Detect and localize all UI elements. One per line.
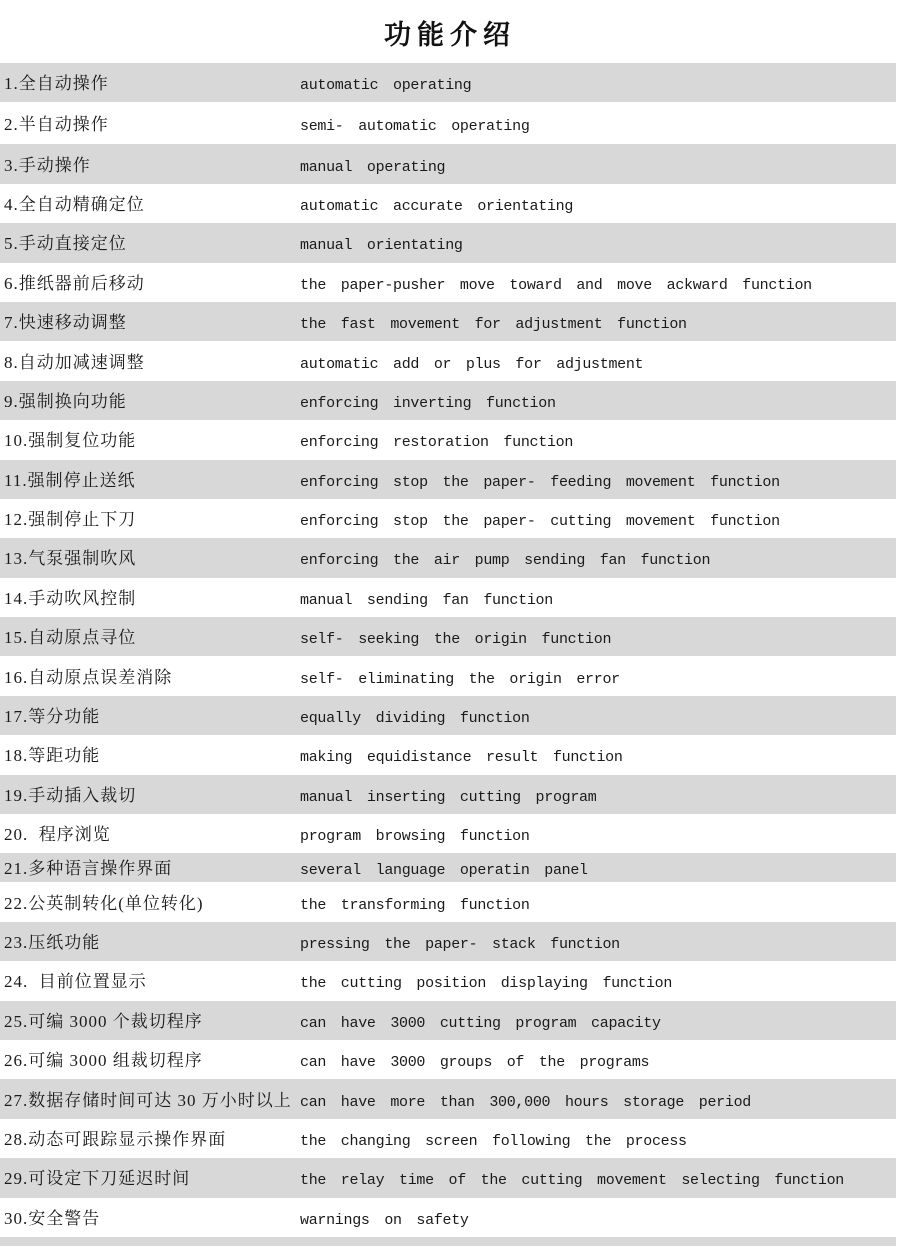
row-label-zh: 19.手动插入裁切 [4, 785, 137, 805]
row-label-en: several language operatin panel [300, 862, 588, 880]
row-label-zh: 15.自动原点寻位 [4, 628, 137, 648]
row-label-zh: 13.气泵强制吹风 [4, 549, 137, 569]
row-label-zh: 27.数据存储时间可达 30 万小时以上 [4, 1090, 292, 1110]
row-label-en: self- eliminating the origin error [300, 670, 620, 688]
row-label-zh: 2.半自动操作 [4, 114, 109, 134]
table-row [0, 775, 896, 814]
table-row [0, 102, 896, 144]
row-label-en: self- seeking the origin function [300, 631, 612, 649]
row-label-zh: 22.公英制转化(单位转化) [4, 893, 204, 913]
row-label-zh: 8.自动加减速调整 [4, 352, 145, 372]
row-label-zh: 28.动态可跟踪显示操作界面 [4, 1129, 227, 1149]
table-row [0, 853, 896, 882]
row-label-en: can have 3000 groups of the programs [300, 1054, 650, 1072]
row-label-zh: 20. 程序浏览 [4, 825, 111, 845]
row-label-zh: 14.手动吹风控制 [4, 588, 137, 608]
row-label-en: program browsing function [300, 828, 530, 846]
row-label-en: warnings on safety [300, 1211, 469, 1229]
row-label-zh: 29.可设定下刀延迟时间 [4, 1169, 191, 1189]
row-label-en: the cutting position displaying function [300, 975, 673, 993]
table-row [0, 420, 896, 459]
table-row [0, 1198, 896, 1237]
row-label-zh: 5.手动直接定位 [4, 234, 127, 254]
row-label-zh: 9.强制换向功能 [4, 391, 127, 411]
table-row [0, 1158, 896, 1197]
table-row [0, 1119, 896, 1158]
table-row [0, 1001, 896, 1040]
table-row [0, 735, 896, 774]
row-label-zh: 1.全自动操作 [4, 74, 109, 94]
row-label-en: automatic add or plus for adjustment [300, 355, 644, 373]
row-label-en: enforcing the air pump sending fan function [300, 552, 711, 570]
row-label-en: the relay time of the cutting movement selecting function [300, 1172, 844, 1190]
row-label-en: semi- automatic operating [300, 117, 530, 135]
row-label-zh: 7.快速移动调整 [4, 313, 127, 333]
table-row [0, 381, 896, 420]
row-label-en: pressing the paper- stack function [300, 936, 620, 953]
row-label-en: making equidistance result function [300, 749, 623, 767]
row-label-zh: 6.推纸器前后移动 [4, 273, 145, 293]
row-label-en: manual orientating [300, 237, 463, 255]
table-row [0, 882, 896, 921]
row-label-en: the paper-pusher move toward and move ackward function [300, 276, 812, 294]
row-label-zh: 3.手动操作 [4, 155, 91, 175]
table-row [0, 538, 896, 577]
row-label-en: enforcing restoration function [300, 434, 574, 452]
row-label-zh: 10.强制复位功能 [4, 431, 137, 451]
row-label-zh: 11.强制停止送纸 [4, 470, 136, 490]
row-label-zh: 16.自动原点误差消除 [4, 667, 173, 687]
table-row [0, 617, 896, 656]
row-label-en: enforcing inverting function [300, 394, 556, 412]
row-label-en: manual operating [300, 158, 446, 176]
row-label-zh: 23.压纸功能 [4, 933, 101, 952]
table-row [0, 223, 896, 262]
table-row [0, 144, 896, 183]
row-label-zh: 17.等分功能 [4, 707, 101, 727]
table-row [0, 656, 896, 695]
table-row [0, 184, 896, 223]
row-label-en: enforcing stop the paper- feeding movement function [300, 473, 780, 491]
row-label-en: the fast movement for adjustment function [300, 316, 687, 334]
table-row [0, 814, 896, 853]
row-label-zh: 18.等距功能 [4, 746, 101, 766]
row-label-zh: 12.强制停止下刀 [4, 510, 137, 530]
table-row [0, 63, 896, 102]
row-label-zh: 4.全自动精确定位 [4, 194, 145, 214]
table-row [0, 499, 896, 538]
row-label-zh: 25.可编 3000 个裁切程序 [4, 1011, 203, 1031]
table-row [0, 1040, 896, 1079]
row-label-en: automatic operating [300, 77, 472, 95]
row-label-zh: 24. 目前位置显示 [4, 972, 147, 992]
table-row [0, 922, 896, 961]
row-label-zh: 21.多种语言操作界面 [4, 859, 173, 879]
row-label-en: the transforming function [300, 896, 530, 914]
page-title: 功能介绍 [384, 20, 516, 50]
table-row [0, 1079, 896, 1118]
table-row [0, 460, 896, 499]
row-label-en: can have more than 300,000 hours storage period [300, 1093, 751, 1111]
row-label-en: automatic accurate orientating [300, 197, 574, 215]
table-row [0, 578, 896, 617]
row-label-en: manual sending fan function [300, 591, 553, 609]
table-row [0, 696, 896, 735]
row-label-en: can have 3000 cutting program capacity [300, 1014, 661, 1032]
table-row [0, 341, 896, 380]
function-table [0, 63, 900, 1237]
partial-row-stripe [0, 1237, 896, 1246]
row-label-en: enforcing stop the paper- cutting movement function [300, 513, 780, 531]
table-row [0, 263, 896, 302]
row-label-zh: 30.安全警告 [4, 1208, 101, 1228]
table-row [0, 302, 896, 341]
row-label-en: the changing screen following the process [300, 1132, 687, 1150]
row-label-zh: 26.可编 3000 组裁切程序 [4, 1051, 203, 1071]
row-label-en: equally dividing function [300, 710, 530, 728]
row-label-en: manual inserting cutting program [300, 788, 597, 806]
table-row [0, 961, 896, 1000]
